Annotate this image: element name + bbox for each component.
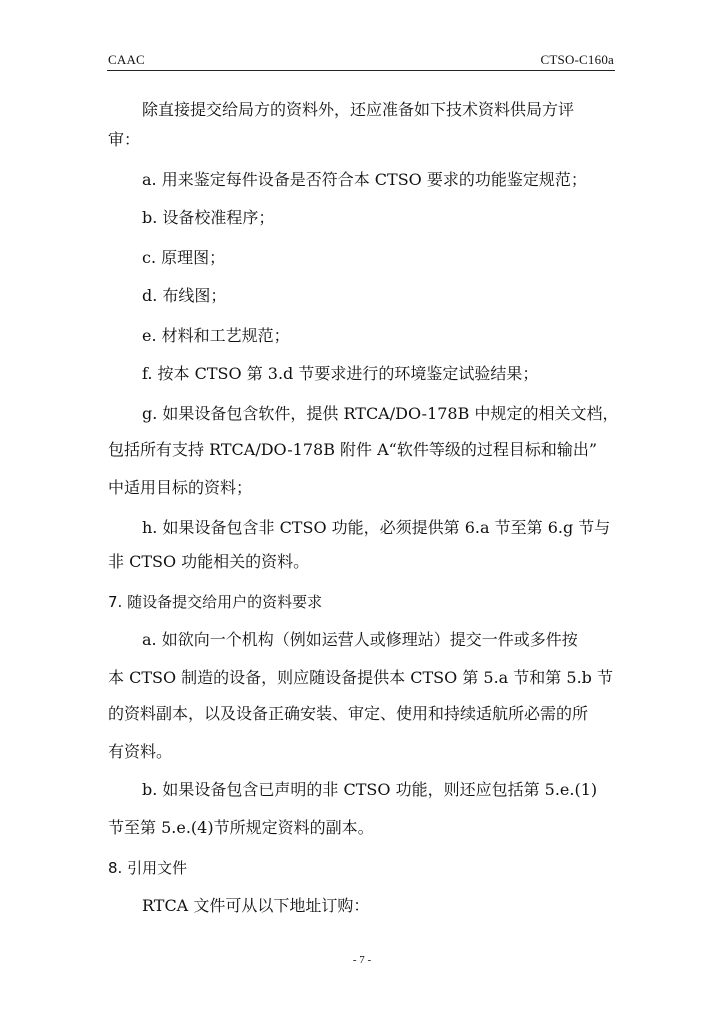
- text-line: a. 如欲向一个机构（例如运营人或修理站）提交一件或多件按: [142, 630, 578, 649]
- text-line: 有资料。: [108, 742, 173, 761]
- text-line: 审：: [108, 130, 141, 149]
- text-line: h. 如果设备包含非 CTSO 功能，必须提供第 6.a 节至第 6.g 节与: [142, 518, 611, 537]
- text-line: c. 原理图；: [142, 248, 226, 267]
- text-line: 除直接提交给局方的资料外，还应准备如下技术资料供局方评: [142, 100, 575, 119]
- text-line: 节至第 5.e.(4)节所规定资料的副本。: [108, 818, 374, 837]
- text-line: 中适用目标的资料；: [108, 478, 253, 497]
- section-heading: 7. 随设备提交给用户的资料要求: [108, 593, 323, 611]
- text-line: 的资料副本，以及设备正确安装、审定、使用和持续适航所必需的所: [108, 704, 589, 723]
- text-line: RTCA 文件可从以下地址订购：: [142, 896, 370, 915]
- header-rule: [107, 70, 615, 71]
- header-left: CAAC: [108, 52, 145, 67]
- text-line: a. 用来鉴定每件设备是否符合本 CTSO 要求的功能鉴定规范；: [142, 170, 587, 189]
- text-line: e. 材料和工艺规范；: [142, 326, 290, 345]
- text-line: f. 按本 CTSO 第 3.d 节要求进行的环境鉴定试验结果；: [142, 364, 539, 383]
- text-line: b. 设备校准程序；: [142, 208, 275, 227]
- section-heading: 8. 引用文件: [108, 859, 188, 877]
- text-line: b. 如果设备包含已声明的非 CTSO 功能，则还应包括第 5.e.(1): [142, 780, 598, 799]
- text-line: d. 布线图；: [142, 286, 227, 305]
- header-right: CTSO-C160a: [540, 52, 614, 67]
- page-number: - 7 -: [352, 954, 372, 966]
- text-line: 非 CTSO 功能相关的资料。: [108, 552, 310, 571]
- text-line: 本 CTSO 制造的设备，则应随设备提供本 CTSO 第 5.a 节和第 5.b 节: [108, 668, 613, 687]
- text-line: g. 如果设备包含软件，提供 RTCA/DO-178B 中规定的相关文档，: [142, 404, 619, 423]
- text-line: 包括所有支持 RTCA/DO-178B 附件 A“软件等级的过程目标和输出”: [108, 440, 598, 459]
